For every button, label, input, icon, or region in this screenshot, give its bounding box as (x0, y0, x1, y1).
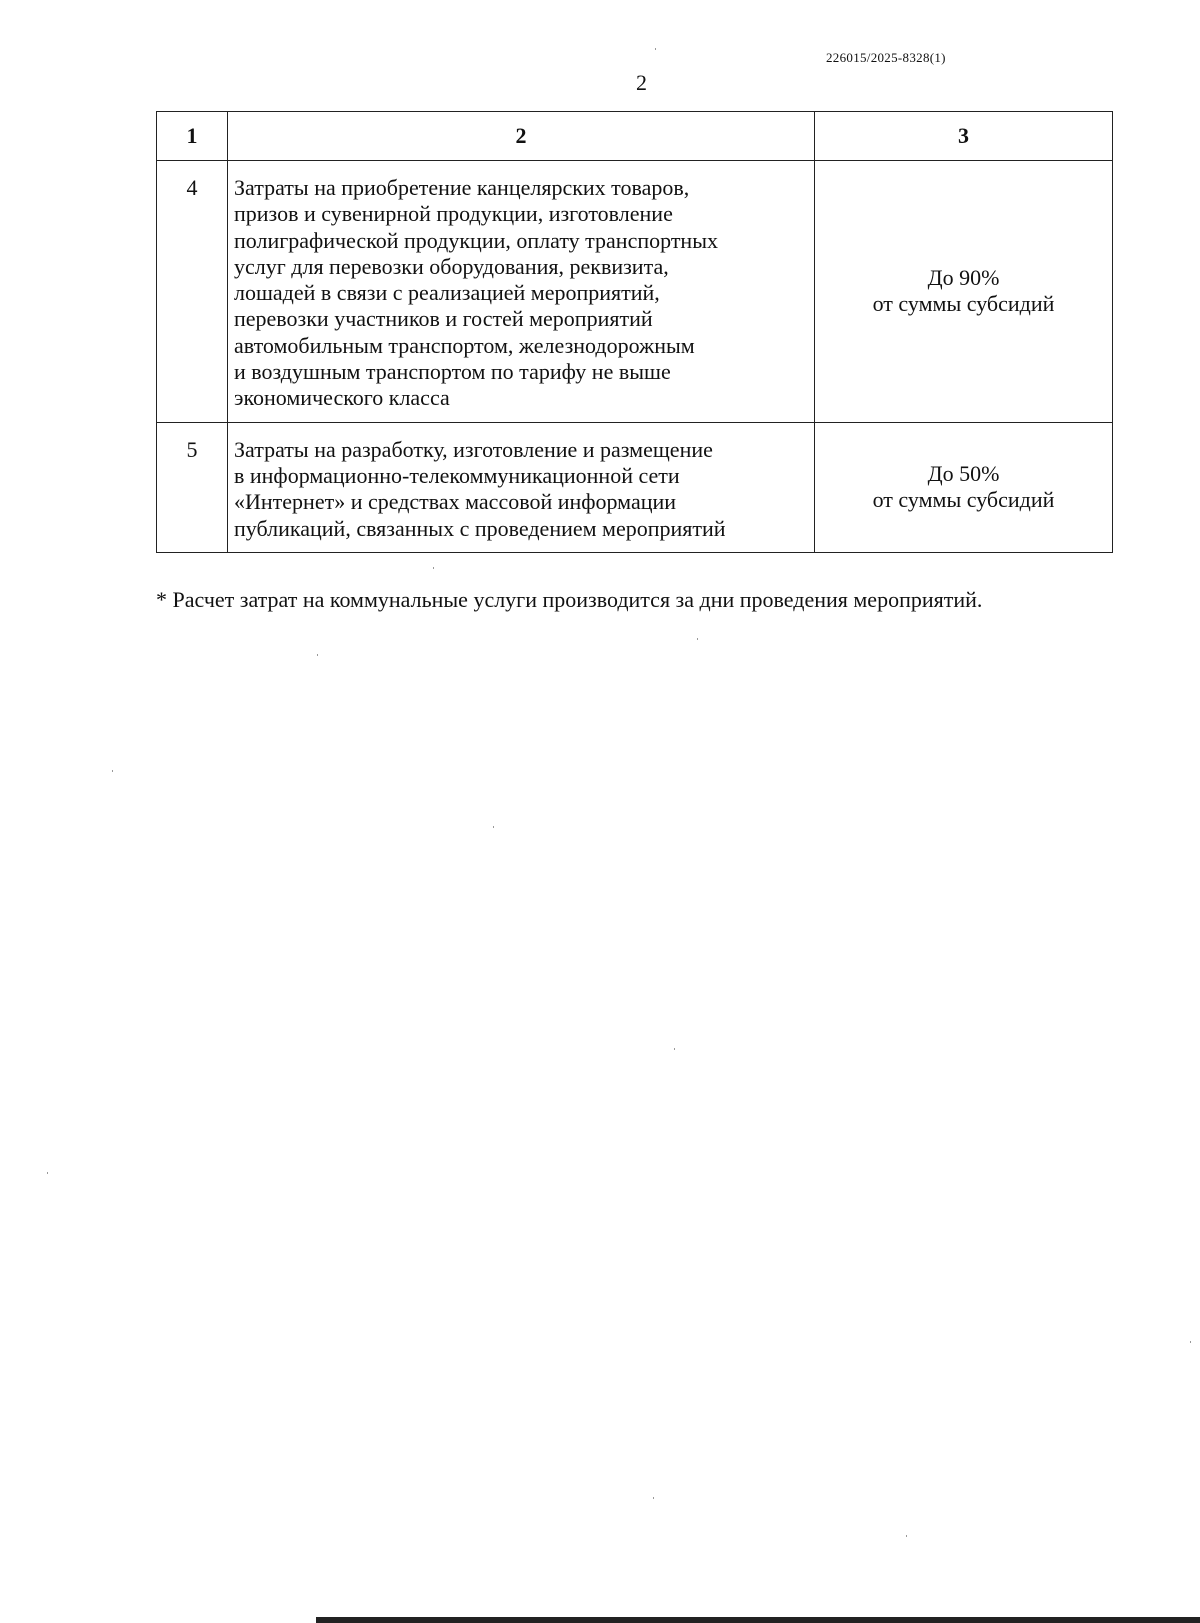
description-line: Затраты на приобретение канцелярских товаров, (234, 175, 690, 200)
table-header-row (157, 112, 1113, 161)
share-percent: До 50% (927, 460, 1000, 486)
description-line: перевозки участников и гостей мероприятий (234, 306, 653, 332)
share-basis: от суммы субсидий (872, 291, 1055, 317)
description-line: в информационно-телекоммуникационной сети (234, 462, 680, 488)
scan-edge-bar (316, 1617, 1200, 1623)
document-id: 226015/2025-8328(1) (826, 50, 946, 65)
row-subsidy-share (815, 161, 1113, 423)
scan-speck (317, 654, 318, 656)
row-subsidy-share (815, 422, 1113, 552)
page-number: 2 (636, 70, 647, 95)
description-line: и воздушным транспортом по тарифу не выше (234, 359, 671, 385)
table-row (157, 161, 1113, 423)
row-description (228, 161, 815, 423)
share-basis: от суммы субсидий (872, 487, 1055, 513)
description-line: Затраты на разработку, изготовление и размещение (234, 436, 713, 462)
scan-speck (906, 1535, 907, 1537)
scan-speck (433, 567, 434, 569)
scan-speck (47, 1172, 48, 1174)
share-percent: До 90% (927, 265, 1000, 291)
scan-speck (655, 48, 656, 50)
description-line: услуг для перевозки оборудования, реквизита, (234, 253, 669, 279)
header-cell-1: 1 (157, 112, 228, 161)
row-number: 4 (157, 161, 228, 423)
scan-speck (674, 1048, 675, 1050)
description-line: экономического класса (234, 385, 450, 411)
scan-speck (653, 1497, 654, 1499)
description-line: призов и сувенирной продукции, изготовление (234, 201, 673, 227)
header-cell-2: 2 (228, 112, 815, 161)
description-line: автомобильным транспортом, железнодорожным (234, 332, 695, 358)
scan-speck (1190, 1341, 1191, 1343)
description-line: публикаций, связанных с проведением мероприятий (234, 515, 726, 541)
scan-speck (493, 826, 494, 828)
scan-speck (112, 770, 113, 772)
row-description (228, 422, 815, 552)
table-row (157, 422, 1113, 552)
description-line: лошадей в связи с реализацией мероприятий, (234, 280, 660, 306)
description-line: «Интернет» и средствах массовой информации (234, 489, 677, 515)
description-line: полиграфической продукции, оплату транспортных (234, 227, 718, 253)
row-number: 5 (157, 422, 228, 552)
scan-speck (697, 638, 698, 640)
subsidy-costs-table (156, 111, 1113, 553)
footnote: * Расчет затрат на коммунальные услуги производится за дни проведения мероприятий. (156, 587, 983, 612)
header-cell-3: 3 (815, 112, 1113, 161)
